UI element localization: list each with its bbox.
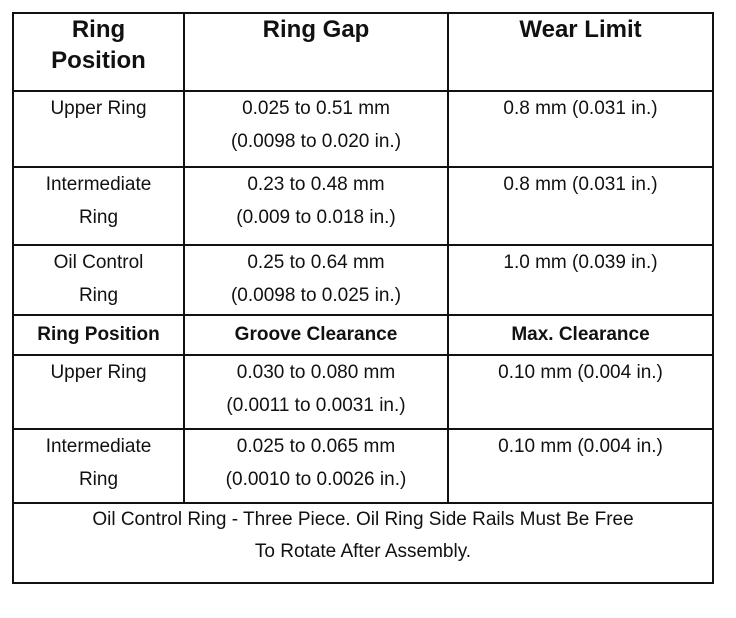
header-wear-limit: Wear Limit	[448, 13, 713, 91]
ring-gap-cell	[184, 91, 448, 167]
table-row	[13, 245, 713, 315]
ring-position-cell	[13, 167, 184, 245]
table-note-row	[13, 503, 713, 583]
groove-clearance-mm: 0.030 to 0.080 mm	[236, 362, 396, 383]
ring-position-text: Oil Control	[53, 252, 144, 273]
wear-limit-text: 0.8 mm (0.031 in.)	[503, 174, 658, 195]
table-row	[13, 167, 713, 245]
table-header-row	[13, 13, 713, 91]
table-row	[13, 355, 713, 429]
groove-clearance-in: (0.0011 to 0.0031 in.)	[226, 395, 406, 416]
note-line-2: To Rotate After Assembly.	[254, 541, 472, 562]
header-ring-gap: Ring Gap	[184, 13, 448, 91]
table-row	[13, 429, 713, 503]
ring-gap-cell	[184, 245, 448, 315]
note-cell	[13, 503, 713, 583]
ring-gap-mm: 0.23 to 0.48 mm	[247, 174, 385, 195]
ring-gap-mm: 0.025 to 0.51 mm	[242, 98, 390, 119]
piston-ring-spec-table	[12, 12, 714, 584]
ring-gap-cell	[184, 167, 448, 245]
header-ring-position-line2: Position	[51, 47, 146, 74]
wear-limit-text: 0.8 mm (0.031 in.)	[503, 98, 658, 119]
ring-position-cell	[13, 245, 184, 315]
subheader-max-clearance: Max. Clearance	[448, 315, 713, 355]
groove-clearance-cell	[184, 429, 448, 503]
wear-limit-text: 1.0 mm (0.039 in.)	[503, 252, 658, 273]
ring-position-cell	[13, 91, 184, 167]
max-clearance-cell	[448, 355, 713, 429]
table-subheader-row	[13, 315, 713, 355]
subheader-groove-clearance: Groove Clearance	[184, 315, 448, 355]
ring-gap-in: (0.0098 to 0.025 in.)	[230, 285, 402, 306]
ring-position-text: Upper Ring	[50, 98, 147, 119]
ring-position-text: Upper Ring	[50, 362, 147, 383]
header-ring-position	[13, 13, 184, 91]
max-clearance-text: 0.10 mm (0.004 in.)	[498, 362, 663, 383]
ring-gap-mm: 0.25 to 0.64 mm	[247, 252, 385, 273]
groove-clearance-in: (0.0010 to 0.0026 in.)	[225, 469, 407, 490]
ring-position-text: Intermediate	[45, 174, 152, 195]
header-ring-position-line1: Ring	[71, 16, 126, 43]
ring-position-cell	[13, 355, 184, 429]
ring-gap-in: (0.0098 to 0.020 in.)	[230, 131, 402, 152]
max-clearance-text: 0.10 mm (0.004 in.)	[498, 436, 663, 457]
wear-limit-cell	[448, 91, 713, 167]
subheader-ring-position: Ring Position	[13, 315, 184, 355]
ring-position-text: Ring	[78, 469, 119, 490]
ring-position-text: Intermediate	[45, 436, 152, 457]
ring-position-text: Ring	[78, 285, 119, 306]
wear-limit-cell	[448, 245, 713, 315]
max-clearance-cell	[448, 429, 713, 503]
groove-clearance-cell	[184, 355, 448, 429]
note-line-1: Oil Control Ring - Three Piece. Oil Ring Side Rails Must Be Free	[92, 509, 634, 530]
ring-position-text: Ring	[78, 207, 119, 228]
groove-clearance-mm: 0.025 to 0.065 mm	[236, 436, 396, 457]
ring-gap-in: (0.009 to 0.018 in.)	[236, 207, 396, 228]
ring-position-cell	[13, 429, 184, 503]
table-row	[13, 91, 713, 167]
wear-limit-cell	[448, 167, 713, 245]
